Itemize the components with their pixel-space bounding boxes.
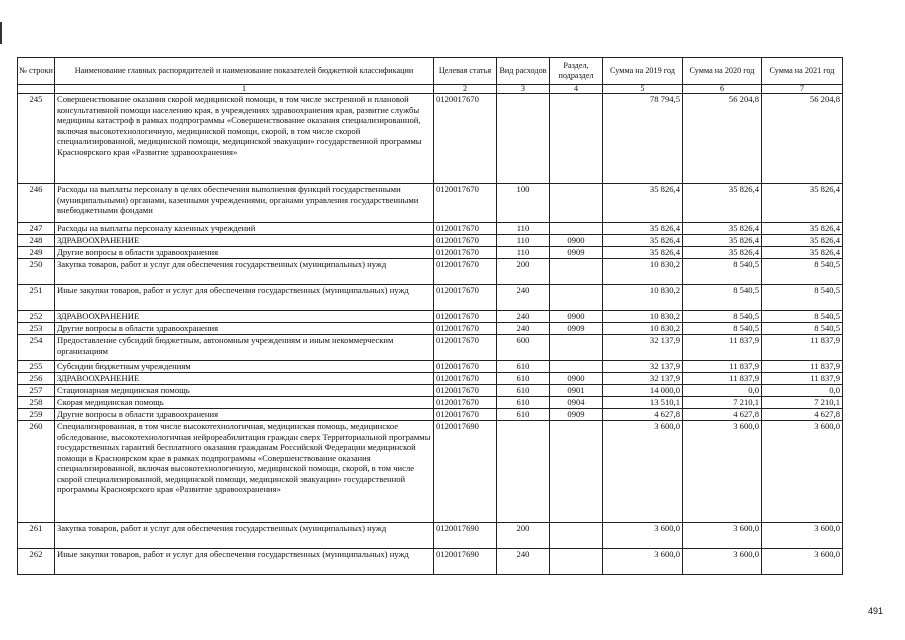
row-expense-type: 610 [497,385,550,397]
header-name: Наименование главных распорядителей и наименование показателей бюджетной классификации [55,58,434,85]
table-row [18,259,843,285]
row-expense-type: 100 [497,184,550,223]
table-row [18,223,843,235]
row-expense-type: 200 [497,523,550,549]
row-number: 249 [18,247,55,259]
budget-table [17,57,843,575]
row-sum-2020: 11 837,9 [683,335,762,361]
table-body [18,94,843,575]
row-name: Стационарная медицинская помощь [55,385,434,397]
row-sum-2020: 35 826,4 [683,223,762,235]
table-row [18,323,843,335]
row-section: 0909 [550,323,603,335]
row-sum-2021: 7 210,1 [762,397,843,409]
row-sum-2019: 3 600,0 [603,523,683,549]
row-sum-2019: 3 600,0 [603,549,683,575]
row-number: 252 [18,311,55,323]
row-expense-type: 600 [497,335,550,361]
column-number: 7 [762,85,843,94]
row-target-article: 0120017690 [434,523,497,549]
row-name: ЗДРАВООХРАНЕНИЕ [55,311,434,323]
row-sum-2019: 10 830,2 [603,285,683,311]
row-number: 256 [18,373,55,385]
row-sum-2020: 8 540,5 [683,311,762,323]
header-sum-2020: Сумма на 2020 год [683,58,762,85]
row-section: 0909 [550,409,603,421]
row-sum-2019: 13 510,1 [603,397,683,409]
row-sum-2021: 8 540,5 [762,285,843,311]
row-section [550,94,603,184]
row-target-article: 0120017670 [434,361,497,373]
table-row [18,549,843,575]
table-row [18,373,843,385]
row-name: Расходы на выплаты персоналу казенных учреждений [55,223,434,235]
row-sum-2019: 32 137,9 [603,335,683,361]
header-expense-type: Вид расходов [497,58,550,85]
row-target-article: 0120017670 [434,184,497,223]
row-name: Закупка товаров, работ и услуг для обеспечения государственных (муниципальных) нужд [55,523,434,549]
row-sum-2021: 11 837,9 [762,361,843,373]
table-row [18,361,843,373]
row-name: ЗДРАВООХРАНЕНИЕ [55,373,434,385]
row-name: Специализированная, в том числе высокотехнологичная, медицинская помощь, медицинское обследование, высокотехнологичная нейрореабилитация граждан сверх Территориальной программы государственных гарантий бесплатного оказания гражданам Российской Федерации медицинской помощи в Красноярском крае в рамках подпрограммы «Совершенствование оказания специализированной, включая высокотехнологичную, медицинской помощи, скорой, в том числе скорой специализированной, медицинской помощи, медицинской эвакуации» государственной программы Красноярского края «Развитие здравоохранения» [55,421,434,523]
row-sum-2021: 56 204,8 [762,94,843,184]
row-sum-2019: 10 830,2 [603,311,683,323]
row-sum-2021: 35 826,4 [762,235,843,247]
column-number: 2 [434,85,497,94]
row-sum-2019: 3 600,0 [603,421,683,523]
table-row [18,335,843,361]
row-section: 0904 [550,397,603,409]
row-name: Иные закупки товаров, работ и услуг для обеспечения государственных (муниципальных) нужд [55,285,434,311]
table-row [18,523,843,549]
row-expense-type: 610 [497,397,550,409]
row-sum-2020: 4 627,8 [683,409,762,421]
row-section: 0900 [550,235,603,247]
row-number: 246 [18,184,55,223]
row-target-article: 0120017670 [434,247,497,259]
row-sum-2020: 8 540,5 [683,285,762,311]
column-number: 3 [497,85,550,94]
row-target-article: 0120017690 [434,549,497,575]
row-sum-2019: 14 000,0 [603,385,683,397]
table-row [18,184,843,223]
page-number: 491 [868,606,884,616]
table-row [18,421,843,523]
row-sum-2021: 11 837,9 [762,373,843,385]
row-sum-2019: 35 826,4 [603,235,683,247]
row-name: Закупка товаров, работ и услуг для обеспечения государственных (муниципальных) нужд [55,259,434,285]
row-name: Иные закупки товаров, работ и услуг для обеспечения государственных (муниципальных) нужд [55,549,434,575]
row-sum-2021: 3 600,0 [762,549,843,575]
row-sum-2021: 8 540,5 [762,323,843,335]
row-target-article: 0120017670 [434,285,497,311]
row-sum-2021: 35 826,4 [762,223,843,235]
row-target-article: 0120017670 [434,311,497,323]
row-sum-2021: 3 600,0 [762,421,843,523]
row-sum-2019: 35 826,4 [603,184,683,223]
row-target-article: 0120017690 [434,421,497,523]
row-expense-type: 240 [497,311,550,323]
row-sum-2020: 35 826,4 [683,235,762,247]
row-section [550,259,603,285]
row-target-article: 0120017670 [434,259,497,285]
row-expense-type: 200 [497,259,550,285]
row-expense-type: 110 [497,235,550,247]
row-target-article: 0120017670 [434,373,497,385]
row-section [550,285,603,311]
row-sum-2020: 11 837,9 [683,361,762,373]
row-name: Другие вопросы в области здравоохранения [55,323,434,335]
row-number: 261 [18,523,55,549]
row-sum-2021: 4 627,8 [762,409,843,421]
header-target-article: Целевая статья [434,58,497,85]
row-name: Субсидии бюджетным учреждениям [55,361,434,373]
row-sum-2020: 35 826,4 [683,184,762,223]
row-expense-type [497,94,550,184]
row-sum-2019: 10 830,2 [603,259,683,285]
row-sum-2020: 3 600,0 [683,549,762,575]
row-number: 250 [18,259,55,285]
row-section [550,335,603,361]
row-expense-type: 110 [497,247,550,259]
table-row [18,285,843,311]
row-name: Другие вопросы в области здравоохранения [55,247,434,259]
row-expense-type: 610 [497,373,550,385]
row-target-article: 0120017670 [434,385,497,397]
row-sum-2020: 3 600,0 [683,523,762,549]
row-sum-2019: 4 627,8 [603,409,683,421]
row-expense-type [497,421,550,523]
header-section: Раздел, подраздел [550,58,603,85]
column-number [18,85,55,94]
table-row [18,311,843,323]
row-name: ЗДРАВООХРАНЕНИЕ [55,235,434,247]
row-section: 0900 [550,311,603,323]
table-header [18,58,843,94]
row-sum-2019: 35 826,4 [603,223,683,235]
row-sum-2021: 35 826,4 [762,247,843,259]
row-expense-type: 610 [497,361,550,373]
row-number: 247 [18,223,55,235]
row-section [550,184,603,223]
row-sum-2021: 8 540,5 [762,259,843,285]
column-number: 4 [550,85,603,94]
row-target-article: 0120017670 [434,94,497,184]
table-row [18,235,843,247]
row-sum-2019: 78 794,5 [603,94,683,184]
header-row-number: № строки [18,58,55,85]
table-row [18,385,843,397]
row-number: 258 [18,397,55,409]
header-sum-2019: Сумма на 2019 год [603,58,683,85]
row-target-article: 0120017670 [434,409,497,421]
row-section: 0909 [550,247,603,259]
row-name: Предоставление субсидий бюджетным, автономным учреждениям и иным некоммерческим организациям [55,335,434,361]
row-expense-type: 240 [497,285,550,311]
row-sum-2020: 0,0 [683,385,762,397]
row-target-article: 0120017670 [434,397,497,409]
table-row [18,247,843,259]
row-sum-2019: 32 137,9 [603,373,683,385]
row-number: 248 [18,235,55,247]
row-number: 257 [18,385,55,397]
row-sum-2019: 32 137,9 [603,361,683,373]
row-sum-2021: 35 826,4 [762,184,843,223]
row-sum-2019: 35 826,4 [603,247,683,259]
row-sum-2020: 8 540,5 [683,323,762,335]
row-sum-2020: 8 540,5 [683,259,762,285]
row-expense-type: 610 [497,409,550,421]
row-target-article: 0120017670 [434,335,497,361]
row-number: 253 [18,323,55,335]
row-sum-2020: 35 826,4 [683,247,762,259]
row-section [550,523,603,549]
scan-edge-mark [0,22,2,44]
row-number: 254 [18,335,55,361]
column-number: 5 [603,85,683,94]
row-expense-type: 240 [497,549,550,575]
row-target-article: 0120017670 [434,323,497,335]
row-section [550,421,603,523]
table-row [18,397,843,409]
row-number: 245 [18,94,55,184]
row-number: 260 [18,421,55,523]
row-target-article: 0120017670 [434,235,497,247]
column-number: 6 [683,85,762,94]
row-sum-2021: 11 837,9 [762,335,843,361]
row-name: Скорая медицинская помощь [55,397,434,409]
row-expense-type: 110 [497,223,550,235]
row-name: Расходы на выплаты персоналу в целях обеспечения выполнения функций государственными (муниципальными) органами, казенными учреждениями, органами управления государственными внебюджетными фондами [55,184,434,223]
row-sum-2021: 0,0 [762,385,843,397]
row-sum-2020: 3 600,0 [683,421,762,523]
table-row [18,94,843,184]
table-row [18,409,843,421]
row-sum-2020: 7 210,1 [683,397,762,409]
row-sum-2020: 56 204,8 [683,94,762,184]
row-section: 0901 [550,385,603,397]
column-number: 1 [55,85,434,94]
row-number: 262 [18,549,55,575]
row-name: Совершенствование оказания скорой медицинской помощи, в том числе экстренной и плановой консультативной помощи населению края, в учреждениях здравоохранения края, развитие службы медицины катастроф в рамках подпрограммы «Совершенствование оказания специализированной, включая высокотехнологичную, медицинской помощи, скорой, в том числе скорой специализированной, медицинской помощи, медицинской эвакуации» государственной программы Красноярского края «Развитие здравоохранения» [55,94,434,184]
row-name: Другие вопросы в области здравоохранения [55,409,434,421]
row-section: 0900 [550,373,603,385]
row-expense-type: 240 [497,323,550,335]
row-sum-2020: 11 837,9 [683,373,762,385]
row-target-article: 0120017670 [434,223,497,235]
row-number: 255 [18,361,55,373]
row-sum-2021: 3 600,0 [762,523,843,549]
row-section [550,549,603,575]
row-section [550,223,603,235]
row-sum-2019: 10 830,2 [603,323,683,335]
row-sum-2021: 8 540,5 [762,311,843,323]
row-number: 251 [18,285,55,311]
row-section [550,361,603,373]
row-number: 259 [18,409,55,421]
header-sum-2021: Сумма на 2021 год [762,58,843,85]
